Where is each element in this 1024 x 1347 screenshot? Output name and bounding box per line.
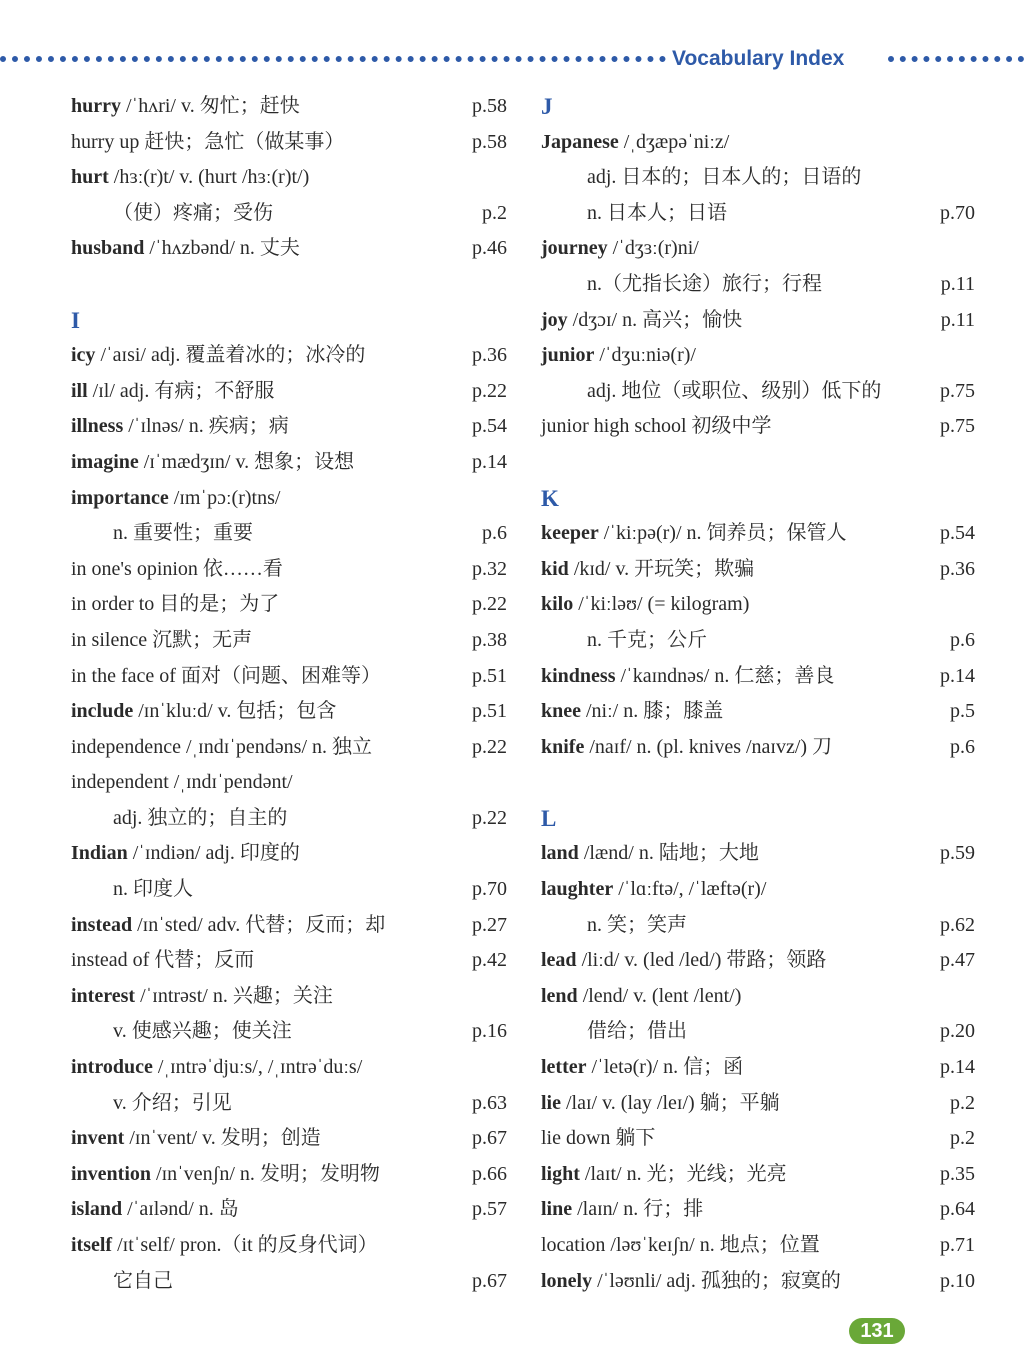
page-reference: p.20 (940, 1020, 975, 1043)
page-reference: p.67 (472, 1269, 507, 1292)
page-reference: p.66 (472, 1162, 507, 1185)
entry-text (71, 409, 289, 445)
headword: hurry (71, 95, 121, 117)
index-entry (71, 160, 507, 196)
index-entry (541, 979, 975, 1015)
page-reference: p.14 (472, 450, 507, 473)
headword: instead (71, 913, 133, 936)
entry-definition: in one's opinion 依……看 (71, 557, 283, 580)
entry-definition: /ɪnˈsted/ adv. 代替；反而；却 (132, 913, 386, 936)
page-reference: p.75 (940, 415, 975, 438)
page-reference: p.51 (472, 700, 507, 723)
headword: invent (71, 1127, 125, 1150)
page-reference: p.36 (940, 557, 975, 580)
entry-definition: /ˈkiːpə(r)/ n. 饲养员；保管人 (598, 522, 847, 545)
entry-text (541, 1264, 841, 1300)
entry-text (541, 231, 699, 267)
entry-text (71, 445, 354, 481)
headword: knee (541, 700, 581, 723)
headword: lonely (541, 1269, 593, 1292)
entry-definition: /ɪnˈvenʃn/ n. 发明；发明物 (151, 1162, 380, 1185)
index-entry (541, 267, 975, 303)
index-entry (541, 730, 975, 766)
entry-definition: /ˈləʊnli/ adj. 孤独的；寂寞的 (592, 1269, 841, 1292)
entry-text (71, 1264, 173, 1300)
page-reference: p.70 (472, 878, 507, 901)
index-entry (541, 1014, 975, 1050)
page-reference: p.35 (940, 1162, 975, 1185)
page-number-badge: 131 (849, 1318, 905, 1344)
entry-text (541, 1228, 820, 1264)
page-reference: p.58 (472, 95, 507, 117)
entry-text (541, 409, 772, 445)
entry-definition: adj. 地位（或职位、级别）低下的 (587, 379, 882, 402)
entry-text (71, 1192, 239, 1228)
index-entry (71, 516, 507, 552)
index-entry (541, 872, 975, 908)
index-entry (541, 160, 975, 196)
page-reference: p.10 (940, 1269, 975, 1292)
entry-definition: /ˈaɪsi/ adj. 覆盖着冰的；冰冷的 (95, 344, 366, 367)
index-entry (541, 836, 975, 872)
index-entry (71, 409, 507, 445)
index-entry (71, 89, 507, 125)
spacer (71, 267, 507, 303)
index-entry (71, 1086, 507, 1122)
entry-definition: /dʒɔɪ/ n. 高兴；愉快 (567, 308, 743, 331)
index-entry (71, 1264, 507, 1300)
entry-text (71, 730, 372, 766)
entry-text (541, 303, 742, 339)
index-entry (71, 338, 507, 374)
page-reference: p.62 (940, 913, 975, 936)
spacer (541, 765, 975, 801)
entry-text (541, 694, 723, 730)
entry-text (541, 623, 707, 659)
page-reference: p.6 (950, 735, 975, 758)
page-reference: p.32 (472, 557, 507, 580)
entry-definition: /ɪmˈpɔː(r)tns/ (168, 486, 281, 509)
entry-text (71, 908, 385, 944)
index-entry (541, 694, 975, 730)
page-reference: p.70 (940, 201, 975, 224)
index-entry (541, 303, 975, 339)
entry-text (541, 979, 741, 1015)
entry-definition: 借给；借出 (587, 1020, 687, 1043)
headword: Japanese (541, 130, 619, 153)
headword: island (71, 1198, 123, 1221)
index-entry (71, 730, 507, 766)
entry-definition: /ˈdʒɜː(r)ni/ (607, 237, 699, 260)
entry-text (541, 374, 881, 410)
headword: letter (541, 1056, 587, 1079)
entry-text (541, 267, 822, 303)
headword: junior (541, 344, 595, 367)
index-entry (541, 1086, 975, 1122)
entry-definition: /ˈkaɪndnəs/ n. 仁慈；善良 (615, 664, 835, 687)
entry-text (71, 374, 274, 410)
entry-text (71, 1014, 292, 1050)
headword: knife (541, 735, 585, 758)
headword: Indian (71, 842, 128, 865)
entry-definition: /ˈletə(r)/ n. 信；函 (586, 1056, 744, 1079)
index-entry (71, 1121, 507, 1157)
headword: light (541, 1162, 580, 1185)
entry-text (541, 1050, 743, 1086)
entry-definition: n. 日本人；日语 (587, 201, 727, 224)
entry-definition: /ˈaɪlənd/ n. 岛 (122, 1198, 239, 1221)
entry-definition: independent /ˌɪndɪˈpendənt/ (71, 771, 293, 794)
entry-definition: /lænd/ n. 陆地；大地 (578, 842, 759, 865)
page-reference: p.36 (472, 344, 507, 367)
headword: line (541, 1198, 573, 1221)
entry-definition: /ɪnˈkluːd/ v. 包括；包含 (133, 700, 337, 723)
index-entry (541, 1192, 975, 1228)
page-reference: p.14 (940, 1056, 975, 1079)
index-entry (71, 1050, 507, 1086)
page-reference: p.64 (940, 1198, 975, 1221)
entry-definition: adj. 日本的；日本人的；日语的 (587, 166, 862, 189)
index-entry (541, 552, 975, 588)
headword: keeper (541, 522, 599, 545)
entry-text (71, 1050, 362, 1086)
entry-definition: hurry up 赶快；急忙（做某事） (71, 130, 345, 153)
entry-text (71, 587, 279, 623)
headword: imagine (71, 450, 139, 473)
page-reference: p.47 (940, 949, 975, 972)
headword: include (71, 700, 134, 723)
entry-text (541, 836, 759, 872)
dotted-rule-left (0, 56, 666, 62)
page-reference: p.2 (950, 1127, 975, 1150)
page-reference: p.22 (472, 593, 507, 616)
index-entry (541, 516, 975, 552)
entry-definition: n. 印度人 (113, 878, 193, 901)
page-reference: p.6 (482, 522, 507, 545)
entry-definition: adj. 独立的；自主的 (113, 806, 288, 829)
entry-definition: /hɜː(r)t/ v. (hurt /hɜː(r)t/) (108, 166, 310, 189)
entry-definition: instead of 代替；反而 (71, 949, 255, 972)
page-reference: p.46 (472, 237, 507, 260)
headword: importance (71, 486, 169, 509)
entry-definition: /laɪt/ n. 光；光线；光亮 (579, 1162, 787, 1185)
entry-text (541, 872, 766, 908)
headword: introduce (71, 1056, 153, 1079)
entry-definition: /laɪn/ n. 行；排 (572, 1198, 704, 1221)
index-entry (71, 374, 507, 410)
entry-definition: /ˈɪndiən/ adj. 印度的 (127, 842, 300, 865)
index-entry (71, 125, 507, 161)
headword: kindness (541, 664, 616, 687)
entry-text (541, 125, 729, 161)
index-entry (71, 623, 507, 659)
entry-definition: /ˈlɑːftə/, /ˈlæftə(r)/ (613, 878, 767, 901)
page-reference: p.6 (950, 628, 975, 651)
index-entry (71, 943, 507, 979)
entry-definition: /kɪd/ v. 开玩笑；欺骗 (568, 557, 755, 580)
entry-definition: /naɪf/ n. (pl. knives /naɪvz/) 刀 (584, 735, 833, 758)
entry-definition: /ˈdʒuːniə(r)/ (594, 344, 696, 367)
entry-text (71, 1121, 321, 1157)
entry-definition: /ˈɪlnəs/ n. 疾病；病 (123, 415, 289, 438)
index-entry (541, 943, 975, 979)
entry-definition: /ɪl/ adj. 有病；不舒服 (87, 379, 275, 402)
index-entry (71, 872, 507, 908)
entry-definition: n. 笑；笑声 (587, 913, 687, 936)
entry-text (541, 516, 847, 552)
entry-definition: junior high school 初级中学 (541, 415, 772, 438)
entry-definition: independence /ˌɪndɪˈpendəns/ n. 独立 (71, 735, 373, 758)
headword: ill (71, 379, 88, 402)
entry-text (71, 872, 193, 908)
entry-definition: /lend/ v. (lent /lent/) (577, 984, 742, 1007)
entry-text (541, 1192, 703, 1228)
headword: lie (541, 1091, 561, 1114)
index-entry (71, 1157, 507, 1193)
header-title: Vocabulary Index (672, 47, 845, 70)
index-entry (71, 445, 507, 481)
page-reference: p.67 (472, 1127, 507, 1150)
index-entry (71, 587, 507, 623)
entry-text (541, 659, 834, 695)
index-entry (541, 338, 975, 374)
index-entry (71, 908, 507, 944)
index-entry (71, 836, 507, 872)
headword: laughter (541, 878, 614, 901)
entry-text (71, 1086, 232, 1122)
index-entry (541, 587, 975, 623)
entry-text (541, 1121, 655, 1157)
index-entry (541, 196, 975, 232)
page-reference: p.54 (940, 522, 975, 545)
index-entry (71, 231, 507, 267)
entry-text (541, 587, 749, 623)
entry-text (71, 1228, 378, 1264)
page-reference: p.2 (482, 201, 507, 224)
entry-text (71, 801, 287, 837)
entry-text (541, 1086, 780, 1122)
entry-text (71, 1157, 380, 1193)
page-reference: p.51 (472, 664, 507, 687)
entry-definition: /ˌɪntrəˈdjuːs/, /ˌɪntrəˈduːs/ (152, 1056, 363, 1079)
headword: hurt (71, 166, 109, 189)
entry-definition: /ˈhʌzbənd/ n. 丈夫 (144, 237, 300, 260)
entry-definition: /ɪnˈvent/ v. 发明；创造 (124, 1127, 321, 1150)
section-letter (71, 303, 507, 339)
page-reference: p.59 (940, 842, 975, 865)
headword: interest (71, 984, 136, 1007)
entry-text (71, 694, 336, 730)
index-entry (541, 1121, 975, 1157)
page-reference: p.75 (940, 379, 975, 402)
page-reference: p.2 (950, 1091, 975, 1114)
index-entry (71, 659, 507, 695)
headword: land (541, 842, 579, 865)
entry-text (541, 196, 727, 232)
index-entry (71, 1228, 507, 1264)
index-entry (71, 196, 507, 232)
section-letter (541, 481, 975, 517)
index-entry (71, 694, 507, 730)
entry-definition: /liːd/ v. (led /led/) 带路；领路 (576, 949, 827, 972)
entry-definition: 它自己 (113, 1269, 173, 1292)
page-reference: p.11 (940, 272, 975, 295)
page-reference: p.58 (472, 130, 507, 153)
index-entry (541, 1264, 975, 1300)
entry-text (71, 481, 280, 517)
entry-text (71, 943, 254, 979)
entry-text (71, 765, 293, 801)
index-entry (71, 481, 507, 517)
entry-text (71, 979, 333, 1015)
section-letter-label: J (541, 94, 553, 119)
entry-definition: n.（尤指长途）旅行；行程 (587, 272, 822, 295)
index-entry (71, 552, 507, 588)
index-entry (71, 1192, 507, 1228)
entry-definition: /ˌdʒæpəˈniːz/ (618, 130, 730, 153)
entry-text (541, 1014, 687, 1050)
entry-text (71, 196, 273, 232)
page-reference: p.5 (950, 700, 975, 723)
entry-text (71, 338, 365, 374)
index-entry (71, 765, 507, 801)
section-letter-label: L (541, 805, 557, 831)
entry-definition: n. 千克；公斤 (587, 628, 707, 651)
index-column-right (541, 89, 975, 1299)
entry-text (541, 908, 687, 944)
headword: journey (541, 237, 608, 260)
entry-definition: （使）疼痛；受伤 (113, 201, 273, 224)
page-reference: p.22 (472, 379, 507, 402)
entry-definition: /ˈhʌri/ v. 匆忙；赶快 (121, 95, 300, 117)
entry-definition: /ɪtˈself/ pron.（it 的反身代词） (112, 1234, 378, 1256)
entry-definition: v. 使感兴趣；使关注 (113, 1020, 292, 1043)
index-entry (541, 409, 975, 445)
page-reference: p.27 (472, 913, 507, 936)
page-reference: p.42 (472, 949, 507, 972)
entry-definition: /ˈkiːləʊ/ (= kilogram) (573, 593, 750, 616)
entry-text (541, 943, 826, 979)
section-letter-label: I (71, 307, 80, 333)
dotted-rule-right (888, 56, 1024, 62)
index-entry (71, 979, 507, 1015)
page-reference: p.16 (472, 1020, 507, 1043)
headword: itself (71, 1234, 113, 1256)
index-entry (541, 1228, 975, 1264)
index-entry (541, 1050, 975, 1086)
index-entry (71, 1014, 507, 1050)
page-reference: p.38 (472, 628, 507, 651)
entry-text (541, 552, 754, 588)
page-reference: p.63 (472, 1091, 507, 1114)
entry-definition: in the face of 面对（问题、困难等） (71, 664, 381, 687)
headword: icy (71, 344, 96, 367)
entry-definition: in order to 目的是；为了 (71, 593, 280, 616)
section-letter (541, 801, 975, 837)
entry-text (71, 659, 381, 695)
headword: husband (71, 237, 145, 260)
entry-definition: /laɪ/ v. (lay /leɪ/) 躺；平躺 (561, 1091, 780, 1114)
entry-definition: /ˈɪntrəst/ n. 兴趣；关注 (135, 984, 333, 1007)
index-column-left (71, 89, 507, 1299)
entry-definition: location /ləʊˈkeɪʃn/ n. 地点；位置 (541, 1234, 820, 1256)
entry-text (71, 89, 300, 125)
index-entry (541, 125, 975, 161)
index-entry (541, 231, 975, 267)
headword: invention (71, 1162, 152, 1185)
entry-definition: in silence 沉默；无声 (71, 628, 253, 651)
entry-text (541, 730, 832, 766)
entry-text (541, 1157, 787, 1193)
entry-text (541, 338, 696, 374)
entry-text (71, 160, 309, 196)
index-entry (541, 659, 975, 695)
index-entry (541, 623, 975, 659)
section-letter (541, 89, 975, 125)
entry-definition: lie down 躺下 (541, 1127, 656, 1150)
entry-text (541, 160, 861, 196)
page-reference: p.54 (472, 415, 507, 438)
entry-definition: /niː/ n. 膝；膝盖 (581, 700, 724, 723)
headword: joy (541, 308, 568, 331)
entry-text (71, 836, 300, 872)
entry-definition: v. 介绍；引见 (113, 1091, 232, 1114)
entry-definition: n. 重要性；重要 (113, 522, 253, 545)
page-reference: p.11 (940, 308, 975, 331)
entry-text (71, 552, 283, 588)
headword: lend (541, 984, 578, 1007)
page-reference: p.22 (472, 806, 507, 829)
index-entry (541, 908, 975, 944)
entry-definition: /ɪˈmædʒɪn/ v. 想象；设想 (138, 450, 355, 473)
index-entry (541, 1157, 975, 1193)
headword: illness (71, 415, 124, 438)
headword: lead (541, 949, 577, 972)
spacer (541, 445, 975, 481)
entry-text (71, 623, 252, 659)
page-reference: p.22 (472, 735, 507, 758)
headword: kilo (541, 593, 574, 616)
entry-text (71, 231, 300, 267)
page-reference: p.57 (472, 1198, 507, 1221)
page-header (0, 46, 1024, 72)
entry-text (71, 125, 344, 161)
index-entry (71, 801, 507, 837)
page-reference: p.14 (940, 664, 975, 687)
index-entry (541, 374, 975, 410)
section-letter-label: K (541, 485, 559, 511)
headword: kid (541, 557, 569, 580)
page-reference: p.71 (940, 1234, 975, 1256)
entry-text (71, 516, 253, 552)
